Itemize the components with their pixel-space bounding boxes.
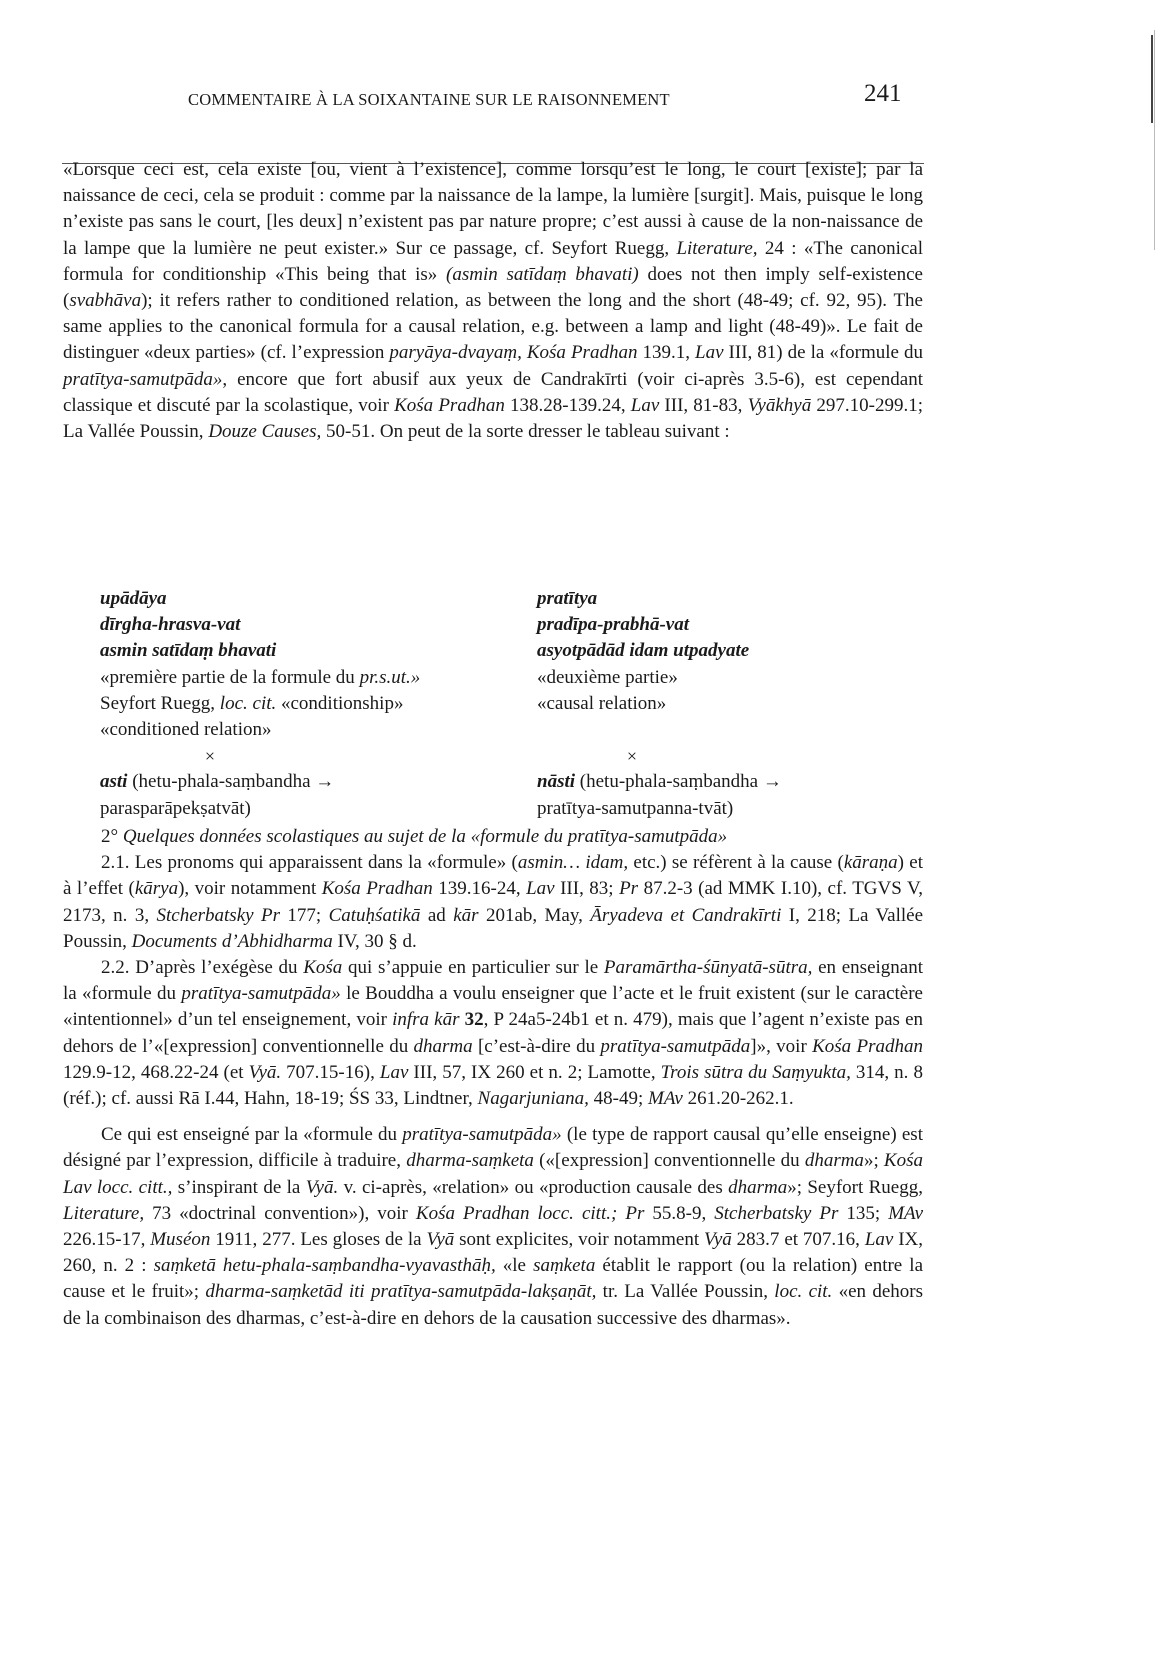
left-cross: × [204,746,216,767]
left-term-2: dīrgha-hrasva-vat [100,614,241,636]
footnote-continuation: «Lorsque ceci est, cela existe [ou, vient à l’existence], comme lorsqu’est le long, le court [existe]; par la naissance de ceci, cela se produit : comme par la naissance de la lampe, la lumière [surgit]. Mais, puisque le long n’existe pas sans le court, [les deux] n’existent pas par nature propre; c’est aussi à cause de la non-naissance de la lampe que la lumière ne peut exister.» Sur ce passage, cf. Seyfort Ruegg, Literature, 24 : «The canonical formula for conditionship «This being that is» (asmin satīdaṃ bhavati) does not then imply self-existence (svabhāva); it refers rather to conditioned relation, as between the long and the short (48-49; cf. 92, 95). The same applies to the canonical formula for a causal relation, e.g. between a lamp and light (48-49)». Le fait de distinguer «deux parties» (cf. l’expression paryāya-dvayaṃ, Kośa Pradhan 139.1, Lav III, 81) de la «formule du pratītya-samutpāda», encore que fort abusif aux yeux de Candrakīrti (voir ci-après 3.5-6), est cependant classique et discuté par la scolastique, voir Kośa Pradhan 138.28-139.24, Lav III, 81-83, Vyākhyā 297.10-299.1; La Vallée Poussin, Douze Causes, 50-51. On peut de la sorte dresser le tableau suivant : [63,159,924,443]
right-term-1: pratītya [537,588,598,609]
page-number: 241 [864,80,902,107]
left-result-cont: parasparāpekṣatvāt) [100,797,251,819]
left-line-4: «première partie de la formule du pr.s.ut.» [100,666,421,688]
paragraph-2-2: 2.2. D’après l’exégèse du Kośa qui s’appuie en particulier sur le Paramārtha-śūnyatā-sūtra, en enseignant la «formule du pratītya-samutpāda» le Bouddha a voulu enseigner que l’acte et le fruit existent (sur le caractère «intentionnel» d’un tel enseignement, voir infra kār 32, P 24a5-24b1 et n. 479), mais que l’agent n’existe pas en dehors de l’«[expression] conventionnelle du dharma [c’est-à-dire du pratītya-samutpāda]», voir Kośa Pradhan 129.9-12, 468.22-24 (et Vyā. 707.15-16), Lav III, 57, IX 260 et n. 2; Lamotte, Trois sūtra du Saṃyukta, 314, n. 8 (réf.); cf. aussi Rā I.44, Hahn, 18-19; ŚS 33, Lindtner, Nagarjuniana, 48-49; MAv 261.20-262.1. [63,957,924,1110]
left-term-3: asmin satīdaṃ bhavati [100,640,277,662]
right-line-5: «causal relation» [537,692,667,714]
left-term-1: upādāya [100,588,167,609]
section-heading: 2° Quelques données scolastiques au sujet de la «formule du pratītya-samutpāda» [101,826,728,847]
paragraph-2-1: 2.1. Les pronoms qui apparaissent dans la «formule» (asmin… idam, etc.) se réfèrent à la cause (kāraṇa) et à l’effet (kārya), voir notamment Kośa Pradhan 139.16-24, Lav III, 83; Pr 87.2-3 (ad MMK I.10), cf. TGVS V, 2173, n. 3, Stcherbatsky Pr 177; Catuḥśatikā ad kār 201ab, May, Āryadeva et Candrakīrti I, 218; La Vallée Poussin, Documents d’Abhidharma IV, 30 § d. [63,852,924,952]
right-term-3: asyotpādād idam utpadyate [537,640,750,662]
running-title: COMMENTAIRE À LA SOIXANTAINE SUR LE RAISONNEMENT [188,90,670,109]
table-right-column [537,586,917,822]
left-line-5: Seyfort Ruegg, loc. cit. «conditionship» [100,692,404,714]
paragraph-2-3: Ce qui est enseigné par la «formule du pratītya-samutpāda» (le type de rapport causal qu’elle enseigne) est désigné par l’expression, difficile à traduire, dharma-saṃketa («[expression] conventionnelle du dharma»; Kośa Lav locc. citt., s’inspirant de la Vyā. v. ci-après, «relation» ou «production causale des dharma»; Seyfort Ruegg, Literature, 73 «doctrinal convention»), voir Kośa Pradhan locc. citt.; Pr 55.8-9, Stcherbatsky Pr 135; MAv 226.15-17, Muséon 1911, 277. Les gloses de la Vyā sont explicites, voir notamment Vyā 283.7 et 707.16, Lav IX, 260, n. 2 : saṃketā hetu-phala-saṃbandha-vyavasthāḥ, «le saṃketa établit le rapport (ou la relation) entre la cause et le fruit»; dharma-saṃketād iti pratītya-samutpāda-lakṣaṇāt, tr. La Vallée Poussin, loc. cit. «en dehors de la combinaison des dharmas, c’est-à-dire en dehors de la causation successive des dharmas». [63,1124,924,1329]
edge-mark [1151,35,1153,123]
table-left-column [100,586,530,822]
right-result: nāsti (hetu-phala-saṃbandha → [537,771,782,793]
right-cross: × [626,746,638,767]
edge-mark-faint [1154,30,1155,250]
top-paragraph [63,157,923,445]
right-result-cont: pratītya-samutpanna-tvāt) [537,797,734,819]
section-2 [63,824,923,1332]
right-term-2: pradīpa-prabhā-vat [537,614,689,636]
left-line-6: «conditioned relation» [100,719,272,741]
right-line-4: «deuxième partie» [537,666,678,688]
left-result: asti (hetu-phala-saṃbandha → [100,771,335,793]
